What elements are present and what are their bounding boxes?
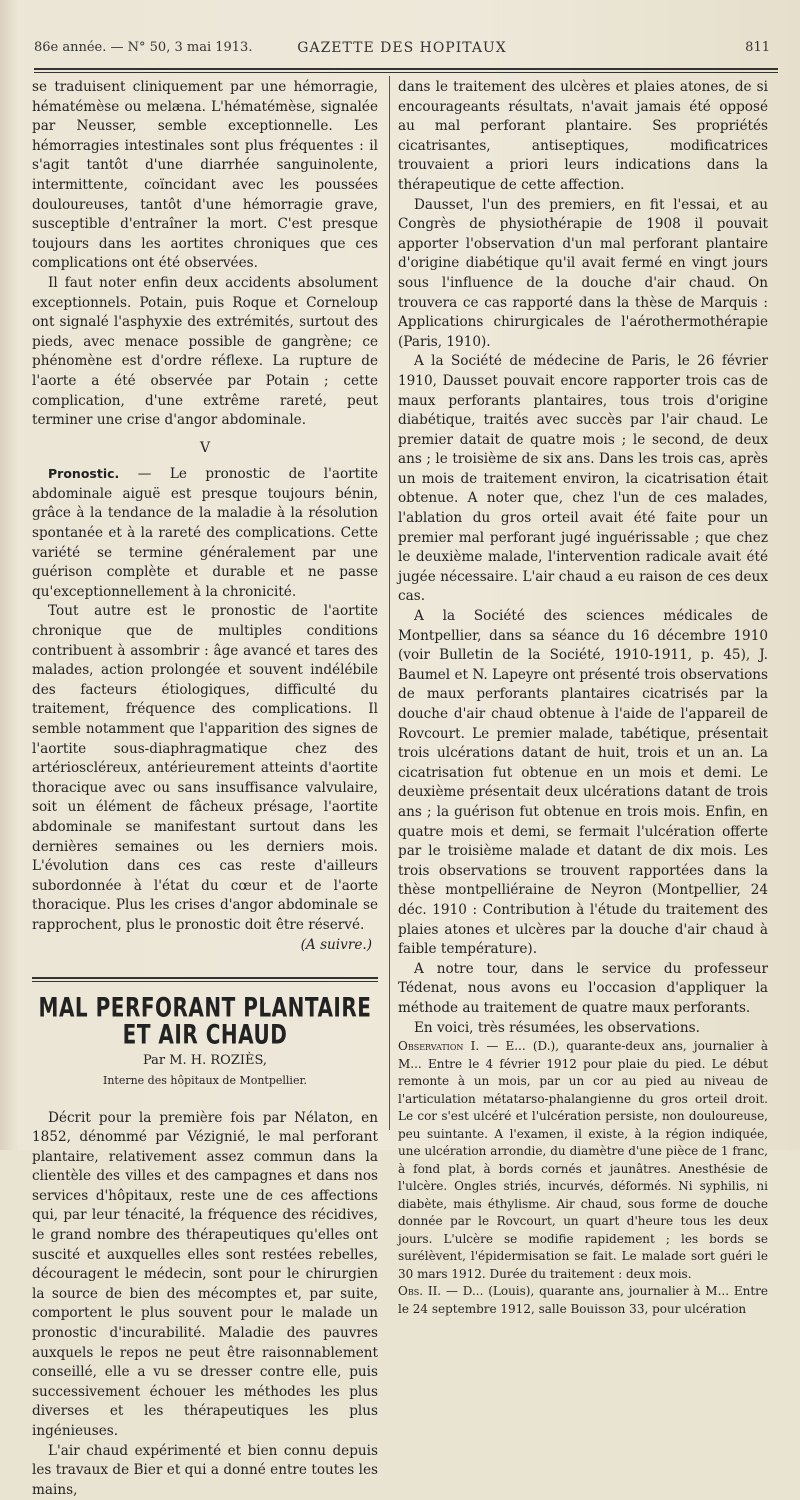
author-affiliation: Interne des hôpitaux de Montpellier. [102,1073,308,1087]
page-number: 811 [745,40,770,55]
paragraph: A notre tour, dans le service du professeur Tédenat, nous avons eu l'occasion d'appliquer la méthode au traitement de quatre maux perforants. [398,960,768,1016]
column-divider [389,76,390,1130]
section-number: V [199,439,211,456]
paragraph: Tout autre est le pronostic de l'aortite chronique que de multiples conditions contribuent à assombrir : âge avancé et tares des malades, action prolongée et souvent indélébile des facteurs étiologiques, difficulté du traitement, fréquence des complications. Il semble notamment que l'apparition des signes de l'aortite sous-diaphragmatique chez des artérioscléreux, antérieurement atteints d'aortite thoracique avec ou sans insuffisance valvulaire, soit un élément de fâcheux présage, l'aortite abdominale se manifestant surtout dans les dernières semaines ou les derniers mois. L'évolution dans ces cas reste d'ailleurs subordonnée à l'état du cœur et de l'aorte thoracique. Plus les crises d'angor abdominale se rapprochent, plus le pronostic doit être réservé. [32,603,378,933]
paragraph: Dausset, l'un des premiers, en fit l'essai, et au Congrès de physiothérapie de 1908 il pouvait apporter l'observation d'un mal perforant plantaire d'origine diabétique qu'il avait fermé en vingt jours sous l'influence de la douche d'air chaud. On trouvera ce cas rapporté dans la thèse de Marquis : Applications chirurgicales de l'aérothermothérapie (Paris, 1910). [398,196,768,350]
article-divider [32,977,378,982]
paragraph: En voici, très résumées, les observations. [414,1019,700,1036]
paragraph: se traduisent cliniquement par une hémorragie, hématémèse ou melæna. L'hématémèse, signalée par Neusser, semble exceptionnelle. Les hémorragies intestinales sont plus fréquentes : il s'agit tantôt d'une diarrhée sanguinolente, intermittente, coïncidant avec les poussées douloureuses, tantôt d'une hémorragie grave, susceptible d'entraîner la mort. C'est presque toujours dans les aortites chroniques que ces complications ont été observées. [32,79,378,272]
header-rule [34,68,778,73]
journal-title: GAZETTE DES HOPITAUX [297,40,507,56]
paragraph: A la Société de médecine de Paris, le 26 février 1910, Dausset pouvait encore rapporter trois cas de maux perforants plantaires, tous trois d'origine diabétique, traités avec succès par l'air chaud. Le premier datait de quatre mois ; le second, de deux ans ; le troisième de six ans. Dans les trois cas, après un mois de traitement environ, la cicatrisation était obtenue. A noter que, chez l'un de ces malades, l'ablation du gros orteil avait été faite pour un premier mal perforant jugé inguérissable ; que chez le deuxième malade, l'intervention radicale avait été jugée nécessaire. L'air chaud a eu raison de ces deux cas. [398,353,768,605]
issue-info: 86e année. — N° 50, 3 mai 1913. [34,40,253,55]
paragraph: L'air chaud expérimenté et bien connu depuis les travaux de Bier et qui a donné entre toutes les mains, [32,1442,378,1498]
observation-1: Observation I. — E... (D.), quarante-deux ans, journalier à M... Entre le 4 février 1912 pour plaie du pied. Le début remonte à un mois, par un cor au pied au niveau de l'articulation métatarso-phalangienne du gros orteil droit. Le cor s'est ulcéré et l'ulcération persiste, non douloureuse, peu suintante. A l'examen, il existe, à la région indiquée, une ulcération arrondie, du diamètre d'une pièce de 1 franc, à fond plat, à bords cornés et jaunâtres. Anesthésie de l'ulcère. Ongles striés, incurvés, déformés. Ni syphilis, ni diabète, mais éthylisme. Air chaud, sous forme de douche donnée par le Rovcourt, un quart d'heure tous les deux jours. L'ulcère se modifie rapidement ; les bords se surélèvent, l'épidermisation se fait. Le malade sort guéri le 30 mars 1912. Durée du traitement : deux mois. [398,1039,768,1281]
author-byline: Par M. H. ROZIÈS, [142,1053,268,1069]
paragraph: A la Société des sciences médicales de Montpellier, dans sa séance du 16 décembre 1910 (voir Bulletin de la Société, 1910-1911, p. 45), J. Baumel et N. Lapeyre ont présenté trois observations de maux perforants plantaires cicatrisés par la douche d'air chaud obtenue à l'aide de l'appareil de Rovcourt. Le premier malade, tabétique, présentait trois ulcérations datant de huit, trois et un an. La cicatrisation fut obtenue en un mois et demi. Le deuxième présentait deux ulcérations datant de trois ans ; la guérison fut obtenue en trois mois. Enfin, en quatre mois et demi, se fermait l'ulcération offerte par le troisième malade et datant de dix mois. Les trois observations se trouvent rapportées dans la thèse montpelliéraine de Neyron (Montpellier, 24 déc. 1910 : Contribution à l'étude du traitement des plaies atones et ulcères par la douche d'air chaud à faible température). [398,608,768,958]
paragraph: Pronostic. — Le pronostic de l'aortite abdominale aiguë est presque toujours bénin, grâce à la tendance de la maladie à la résolution spontanée et à la rareté des complications. Cette variété se termine généralement par une guérison complète et durable et ne passe qu'exceptionnellement à la chronicité. [32,466,378,600]
paragraph: dans le traitement des ulcères et plaies atones, de si encourageants résultats, n'avait jamais été opposé au mal perforant plantaire. Ses propriétés cicatrisantes, antiseptiques, modificatrices trouvaient a priori leurs indications dans la thérapeutique de cette affection. [398,79,768,193]
running-header [34,36,770,64]
paragraph: Décrit pour la première fois par Nélaton, en 1852, dénommé par Vézignié, le mal perforant plantaire, relativement assez commun dans la clientèle des villes et des campagnes et dans nos services d'hôpitaux, reste une de ces affections qui, par leur ténacité, la fréquence des récidives, le grand nombre des thérapeutiques qu'elles ont suscité et auxquelles elles sont restées rebelles, découragent le médecin, sont pour le chirurgien la source de bien des mécomptes et, par suite, comportent le plus souvent pour le malade un pronostic d'incurabilité. Maladie des pauvres auxquels le repos ne peut être raisonnablement conseillé, elle a vu se dresser contre elle, puis successivement échouer les méthodes les plus diverses et les thérapeutiques les plus ingénieuses. [32,1109,378,1439]
continuation-note: (A suivre.) [300,936,372,953]
article-title: MAL PERFORANT PLANTAIRE ET AIR CHAUD [38,990,372,1050]
right-column [398,78,768,1318]
left-column [32,78,378,1500]
paragraph: Il faut noter enfin deux accidents absolument exceptionnels. Potain, puis Roque et Corneloup ont signalé l'asphyxie des extrémités, surtout des pieds, avec menace possible de gangrène; ce phénomène est d'ordre réflexe. La rupture de l'aorte a été observée par Potain ; cette complication, d'une extrême rareté, peut terminer une crise d'angor abdominale. [32,274,378,429]
section-heading: Pronostic. [48,466,120,482]
observation-2: Obs. II. — D... (Louis), quarante ans, journalier à M... Entre le 24 septembre 1912, salle Bouisson 33, pour ulcération [398,1284,768,1316]
